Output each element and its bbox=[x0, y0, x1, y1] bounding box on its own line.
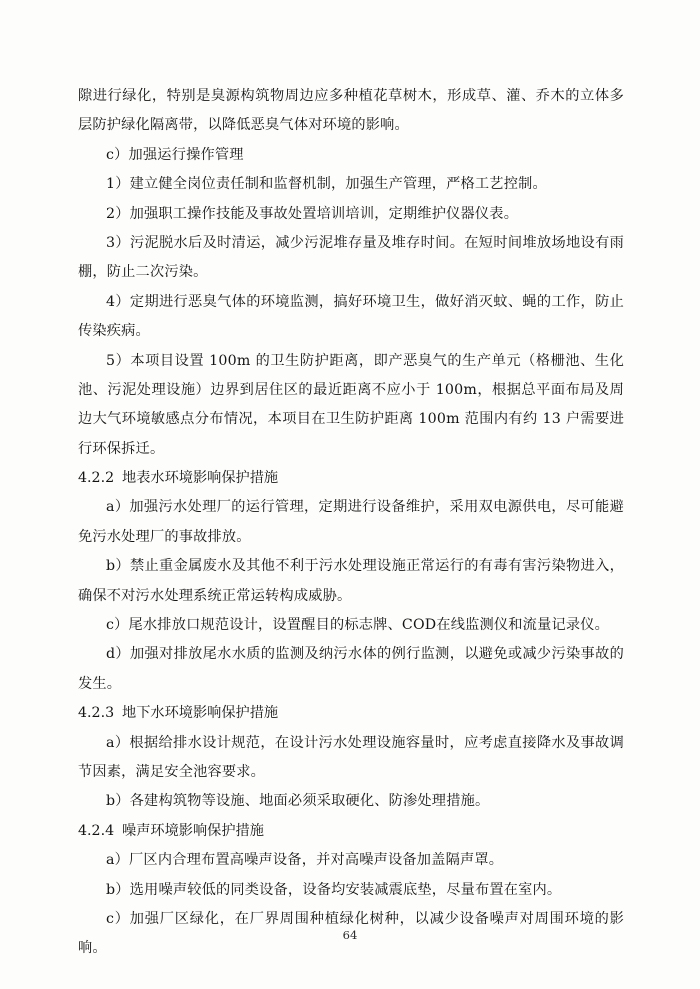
paragraph: a）厂区内合理布置高噪声设备，并对高噪声设备加盖隔声罩。 bbox=[106, 852, 504, 869]
paragraph: 4）定期进行恶臭气体的环境监测，搞好环境卫生，做好消灭蚊、蝇的工作，防止传染疾病。 bbox=[78, 293, 624, 340]
paragraph: 2）加强职工操作技能及事故处置培训培训，定期维护仪器仪表。 bbox=[106, 205, 519, 222]
paragraph: b）禁止重金属废水及其他不利于污水处理设施正常运行的有毒有害污染物进入，确保不对污水处理系统正常运转构成威胁。 bbox=[78, 558, 624, 604]
document-body bbox=[78, 82, 624, 964]
paragraph: b）选用噪声较低的同类设备，设备均安装减震底垫，尽量布置在室内。 bbox=[106, 881, 562, 898]
section-heading-4-2-2 bbox=[78, 464, 624, 493]
section-number: 4.2.4 bbox=[78, 822, 115, 839]
paragraph: c）加强运行操作管理 bbox=[106, 146, 244, 163]
paragraph: c）尾水排放口规范设计，设置醒目的标志牌、COD在线监测仪和流量记录仪。 bbox=[106, 617, 610, 634]
paragraph: 隙进行绿化，特别是臭源构筑物周边应多种植花草树木，形成草、灌、乔木的立体多层防护绿化隔离带，以降低恶臭气体对环境的影响。 bbox=[78, 88, 624, 134]
paragraph: 3）污泥脱水后及时清运，减少污泥堆存量及堆存时间。在短时间堆放场地设有雨棚，防止二次污染。 bbox=[78, 234, 624, 281]
paragraph: d）加强对排放尾水水质的监测及纳污水体的例行监测，以避免或减少污染事故的发生。 bbox=[78, 646, 624, 692]
section-title: 地表水环境影响保护措施 bbox=[122, 470, 279, 487]
section-heading-4-2-4 bbox=[78, 817, 624, 846]
section-title: 地下水环境影响保护措施 bbox=[122, 705, 279, 722]
section-number: 4.2.2 bbox=[78, 470, 115, 487]
page-number: 64 bbox=[342, 928, 358, 942]
paragraph: 1）建立健全岗位责任制和监督机制，加强生产管理，严格工艺控制。 bbox=[106, 176, 547, 193]
section-heading-4-2-3 bbox=[78, 699, 624, 728]
paragraph: a）加强污水处理厂的运行管理，定期进行设备维护，采用双电源供电，尽可能避免污水处理厂的事故排放。 bbox=[78, 499, 624, 545]
paragraph: a）根据给排水设计规范，在设计污水处理设施容量时，应考虑直接降水及事故调节因素，满足安全池容要求。 bbox=[78, 734, 624, 780]
section-number: 4.2.3 bbox=[78, 705, 115, 722]
section-title: 噪声环境影响保护措施 bbox=[122, 822, 264, 839]
paragraph: 5）本项目设置 100m 的卫生防护距离，即产恶臭气的生产单元（格栅池、生化池、污泥处理设施）边界到居住区的最近距离不应小于 100m，根据总平面布局及周边大气环境敏感点分布情况，本项目在卫生防护距离 100m 范围内有约 13 户需要进行环保拆迁。 bbox=[78, 352, 624, 457]
paragraph: c）加强厂区绿化，在厂界周围种植绿化树种，以减少设备噪声对周围环境的影响。 bbox=[78, 910, 624, 957]
paragraph: b）各建构筑物等设施、地面必须采取硬化、防渗处理措施。 bbox=[106, 793, 490, 810]
